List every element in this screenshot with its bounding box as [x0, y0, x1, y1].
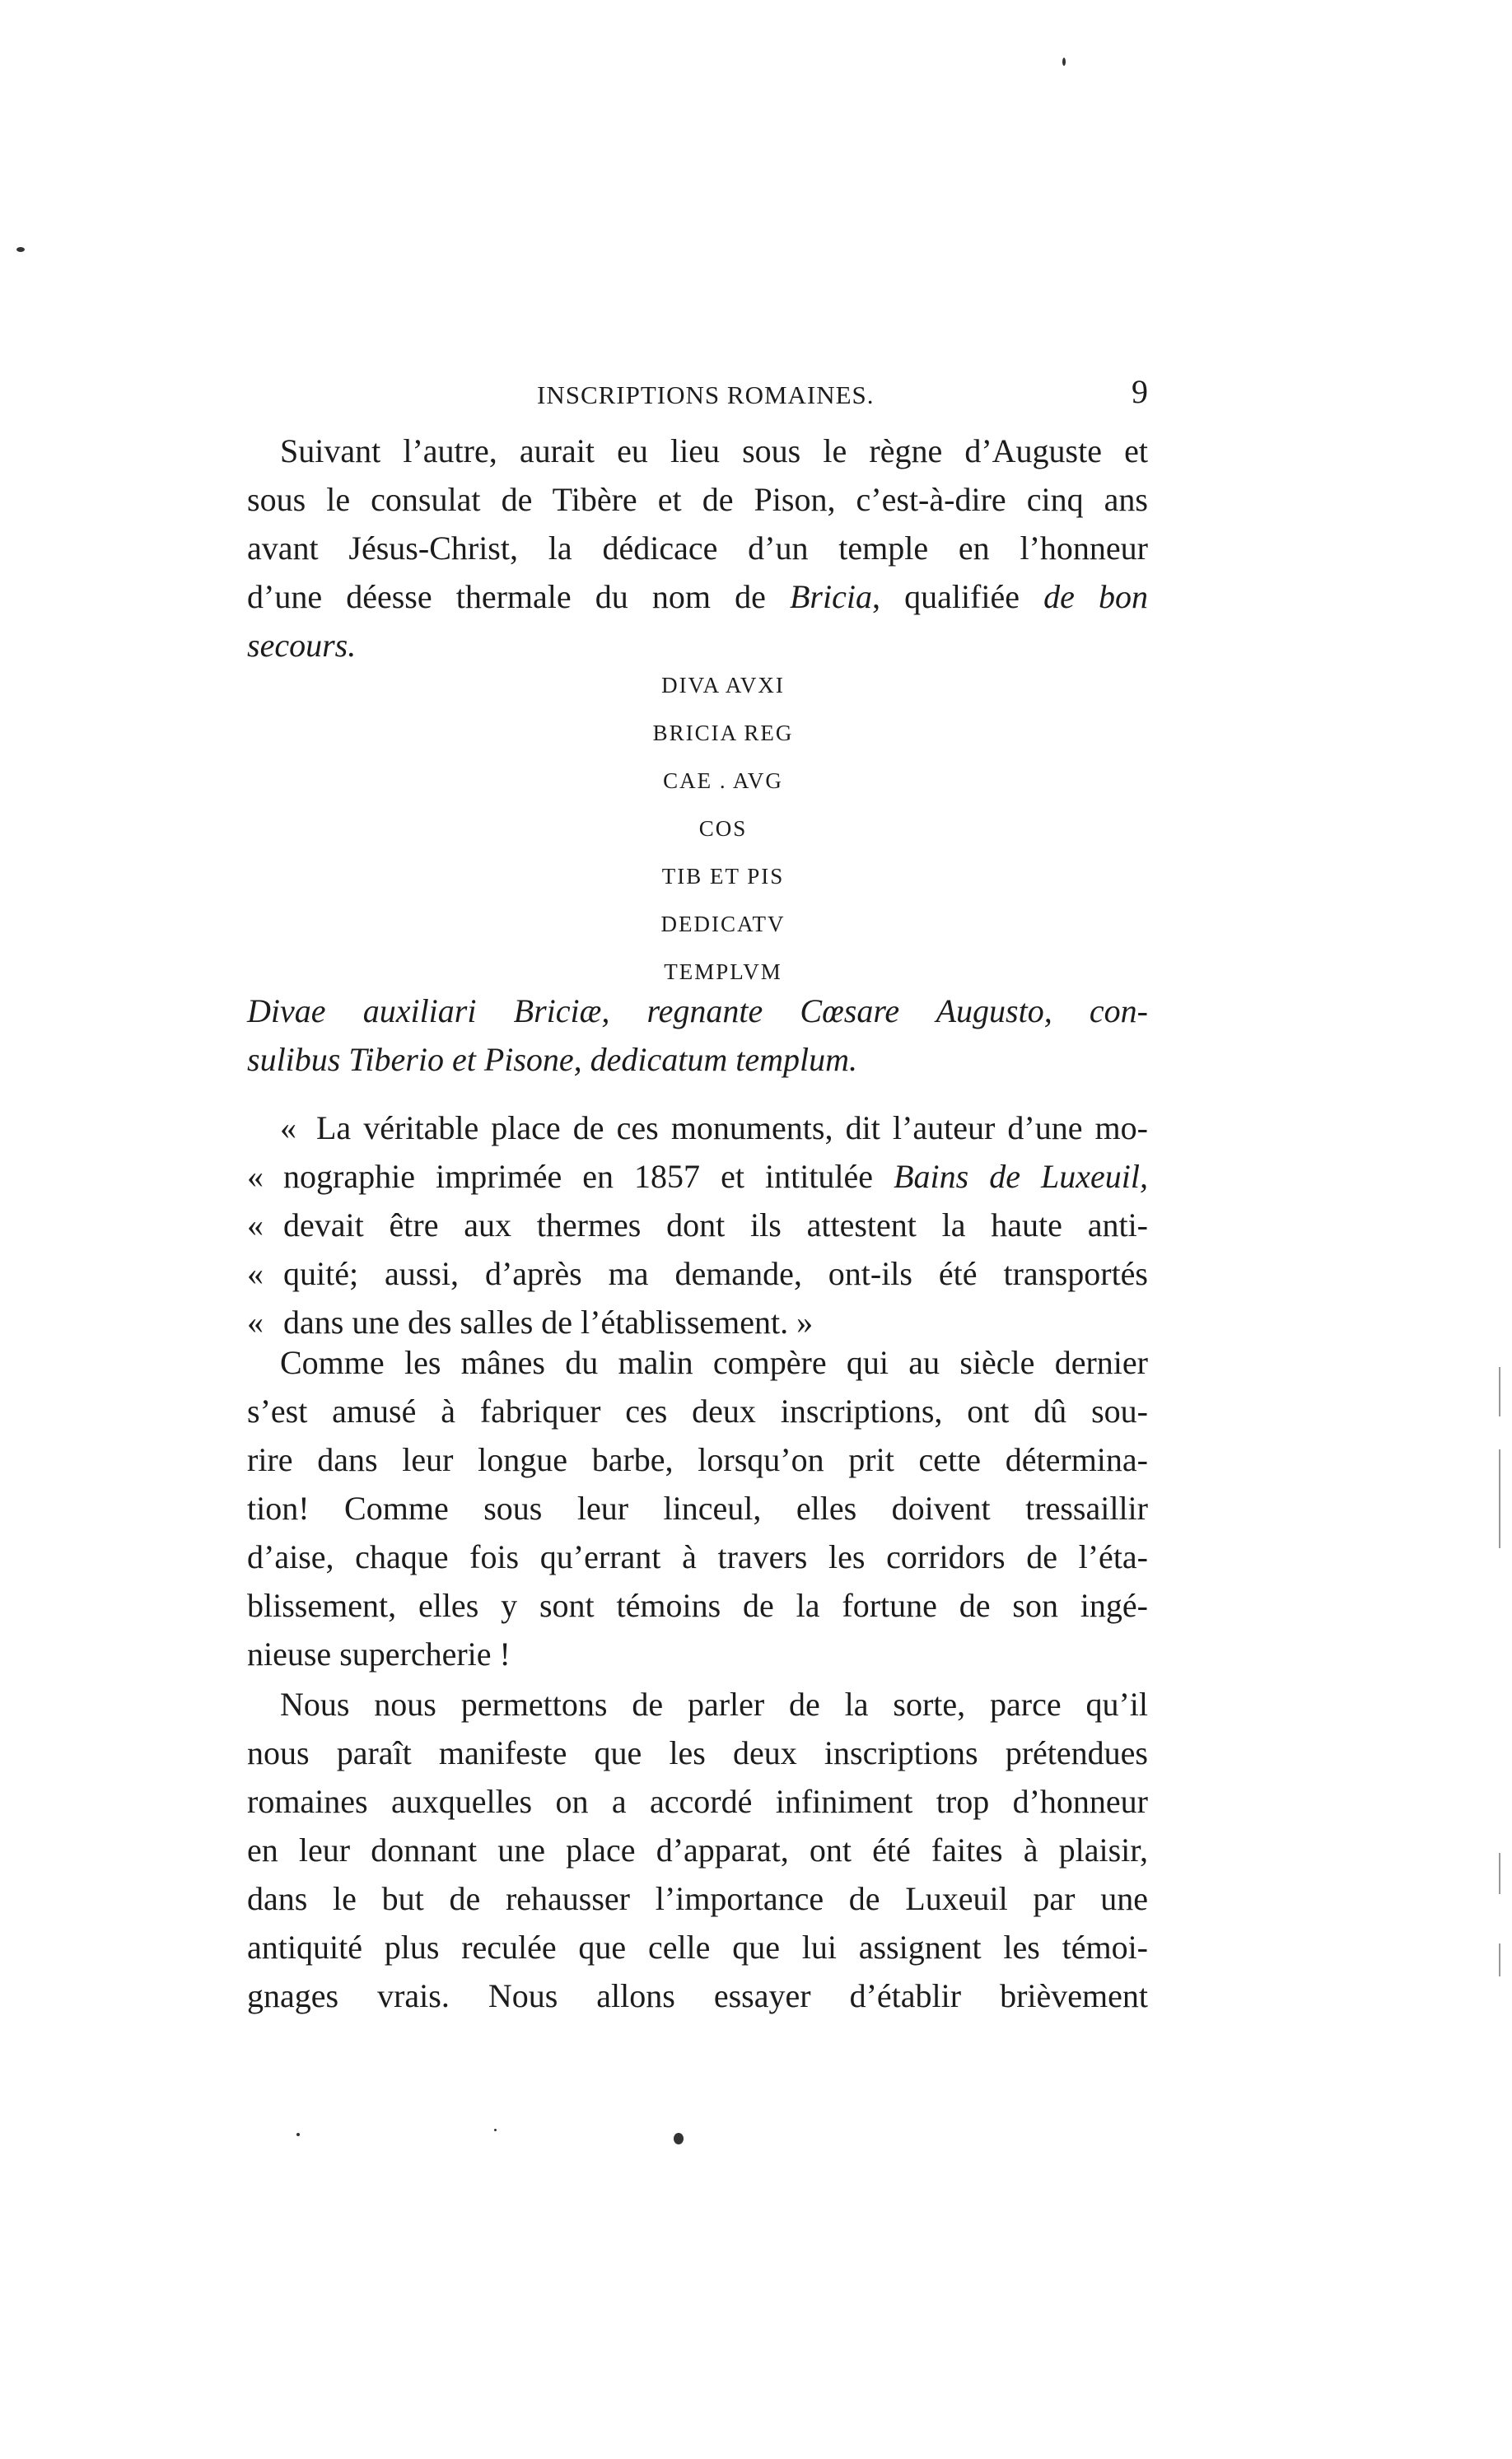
text-line: en leur donnant une place d’apparat, ont été faites à plaisir,: [247, 1831, 1148, 1869]
margin-mark: [1499, 1943, 1500, 1976]
ink-speck: [674, 2133, 684, 2144]
italic-phrase: de bon: [1043, 578, 1148, 615]
text-line: nous paraît manifeste que les deux inscriptions prétendues: [247, 1734, 1148, 1771]
inscription-line: DIVA AVXI: [661, 673, 785, 698]
inscription-line: TEMPLVM: [664, 959, 782, 984]
quote-mark: «: [247, 1304, 264, 1341]
ink-speck: [296, 2133, 300, 2136]
quote-mark: «: [247, 1255, 264, 1292]
text-line: rire dans leur longue barbe, lorsqu’on prit cette détermina-: [247, 1441, 1148, 1478]
ink-speck: [1062, 58, 1066, 66]
margin-mark: [1499, 1449, 1500, 1548]
paragraph-1: [247, 427, 1148, 670]
text-line: tion! Comme sous leur linceul, elles doivent tressaillir: [247, 1490, 1148, 1527]
paragraph-2: [247, 1338, 1148, 1678]
book-title: Bains de Luxeuil,: [894, 1158, 1148, 1195]
quote-line: [247, 1201, 1148, 1249]
page-header: [247, 372, 1148, 413]
text-line: romaines auxquelles on a accordé infiniment trop d’honneur: [247, 1783, 1148, 1820]
text-line: Comme les mânes du malin compère qui au siècle dernier: [280, 1344, 1148, 1381]
latin-inscription: [0, 661, 1512, 996]
text-line: nieuse supercherie !: [247, 1635, 511, 1673]
quote-mark: «: [247, 1206, 264, 1243]
running-title: INSCRIPTIONS ROMAINES.: [537, 380, 875, 409]
ink-speck: [16, 247, 25, 252]
text-line: antiquité plus reculée que celle que lui assignent les témoi-: [247, 1929, 1148, 1966]
paragraph-3: [247, 1680, 1148, 2020]
inscription-line: COS: [698, 816, 748, 841]
inscription-translation: [247, 987, 1148, 1084]
text-line: [247, 572, 1148, 621]
quote-line: [247, 1249, 1148, 1298]
text-line: sulibus Tiberio et Pisone, dedicatum templum.: [247, 1041, 858, 1078]
text-line: s’est amusé à fabriquer ces deux inscriptions, ont dû sou-: [247, 1393, 1148, 1430]
inscription-line: TIB ET PIS: [661, 864, 785, 889]
italic-name: Bricia: [789, 578, 872, 615]
inscription-line: DEDICATV: [660, 912, 786, 936]
text-line: avant Jésus-Christ, la dédicace d’un temple en l’honneur: [247, 530, 1148, 567]
quote-text: dans une des salles de l’établissement.: [283, 1304, 789, 1341]
text-line: dans le but de rehausser l’importance de Luxeuil par une: [247, 1880, 1148, 1917]
inscription-line: BRICIA REG: [652, 721, 794, 745]
quote-line: [247, 1152, 1148, 1201]
quote-line: [247, 1104, 1148, 1152]
quotation: [247, 1104, 1148, 1346]
text-line: secours.: [247, 627, 357, 664]
text-segment: d’une déesse thermale du nom de: [247, 578, 790, 615]
quote-text: nographie imprimée en 1857 et intitulée: [283, 1158, 894, 1195]
quote-text: devait être aux thermes dont ils attestent la haute anti-: [283, 1206, 1148, 1243]
text-line: blissement, elles y sont témoins de la fortune de son ingé-: [247, 1587, 1148, 1624]
quote-text: La véritable place de ces monuments, dit l’auteur d’une mo-: [316, 1109, 1148, 1146]
page-number: 9: [1132, 373, 1148, 410]
quote-close-mark: »: [796, 1304, 814, 1341]
text-line: gnages vrais. Nous allons essayer d’établir brièvement: [247, 1977, 1148, 2014]
inscription-line: CAE . AVG: [663, 768, 783, 793]
text-line: Suivant l’autre, aurait eu lieu sous le règne d’Auguste et: [280, 432, 1148, 469]
text-line: Nous nous permettons de parler de la sorte, parce qu’il: [280, 1686, 1148, 1723]
ink-speck: [494, 2129, 497, 2131]
text-segment: , qualifiée: [871, 578, 1044, 615]
text-line: Divae auxiliari Briciæ, regnante Cœsare Augusto, con-: [247, 992, 1148, 1029]
text-line: d’aise, chaque fois qu’errant à travers les corridors de l’éta-: [247, 1538, 1148, 1575]
margin-mark: [1499, 1367, 1500, 1416]
text-line: sous le consulat de Tibère et de Pison, c’est-à-dire cinq ans: [247, 481, 1148, 518]
quote-mark: «: [280, 1109, 296, 1146]
margin-mark: [1499, 1853, 1500, 1894]
quote-mark: «: [247, 1158, 264, 1195]
quote-text: quité; aussi, d’après ma demande, ont-ils été transportés: [283, 1255, 1148, 1292]
